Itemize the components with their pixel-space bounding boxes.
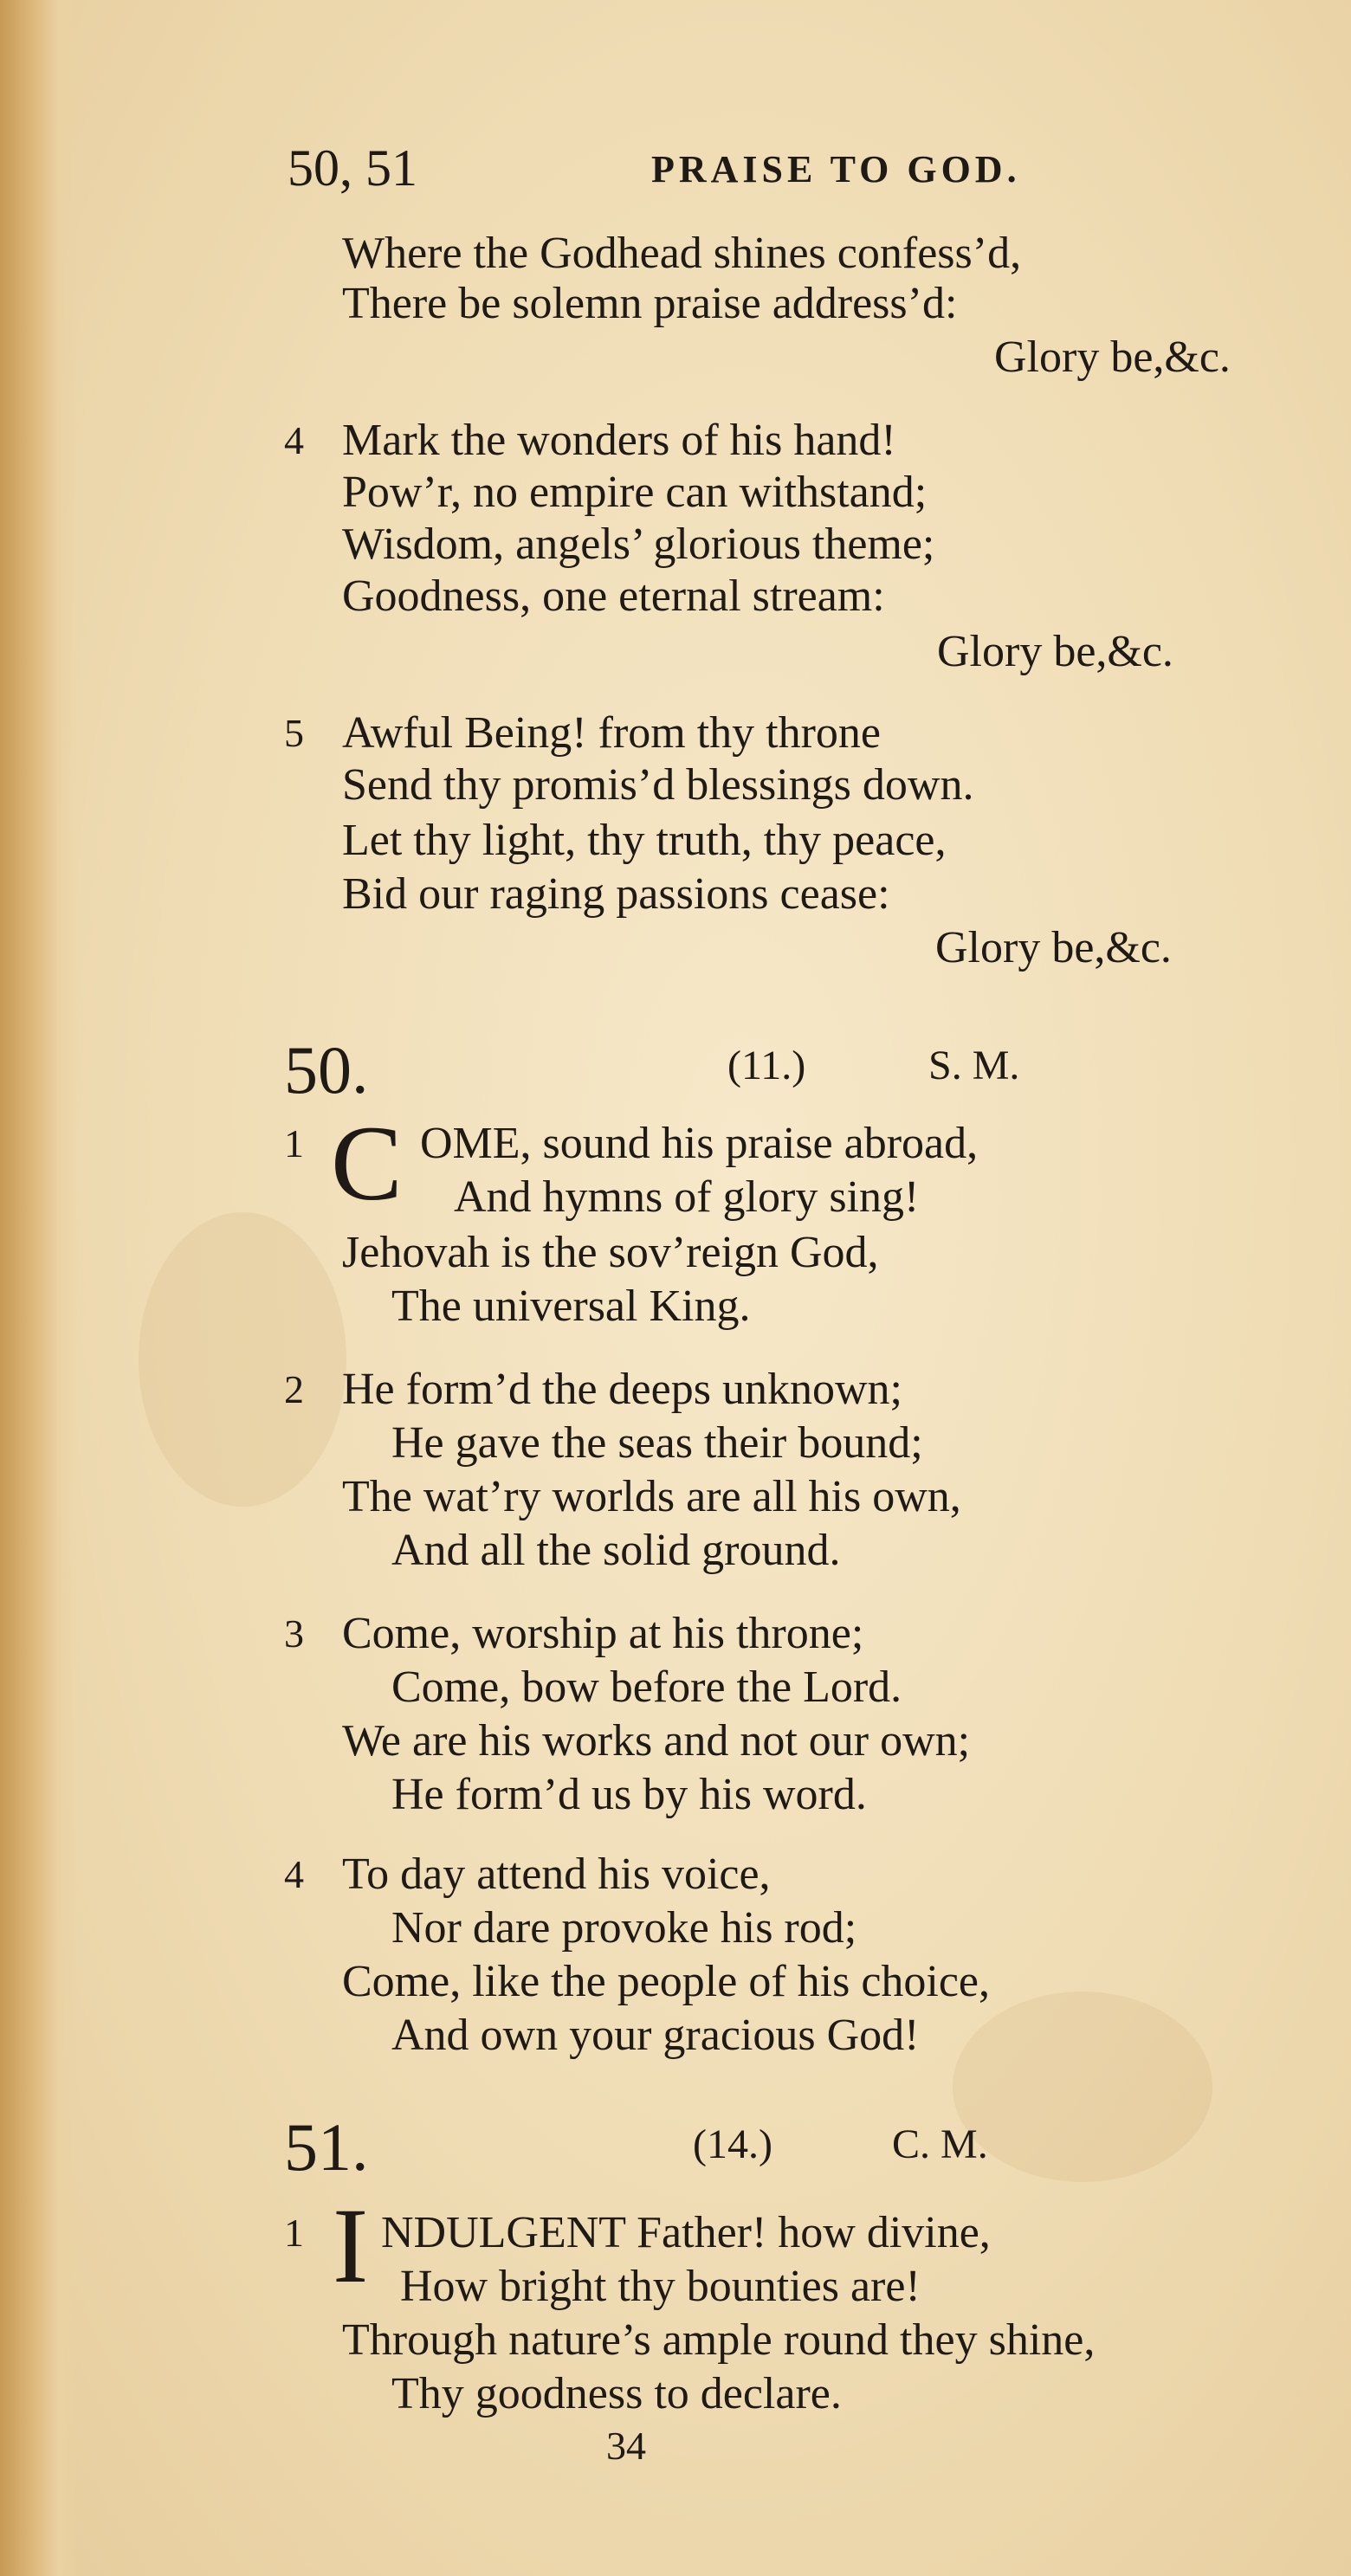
verse-line: Thy goodness to declare. (391, 2369, 842, 2418)
verse-line: Come, like the people of his choice, (342, 1957, 991, 2006)
verse-number: 4 (284, 418, 304, 462)
hymn-meter: S. M. (928, 1043, 1020, 1088)
verse-line: And own your gracious God! (391, 2011, 920, 2060)
verse-number: 4 (284, 1852, 304, 1896)
verse-number: 3 (284, 1611, 304, 1656)
verse-line: NDULGENT Father! how divine, (381, 2208, 991, 2257)
verse-line: Come, worship at his throne; (342, 1609, 864, 1658)
header-hymn-numbers: 50, 51 (288, 139, 417, 197)
verse-line: He gave the seas their bound; (391, 1418, 923, 1468)
stanza-chorus: Glory be,&c. (994, 332, 1231, 382)
hymn-number: 51. (284, 2109, 369, 2185)
stanza-chorus: Glory be,&c. (937, 627, 1173, 676)
verse-number: 1 (284, 1121, 304, 1165)
stanza-line: Pow’r, no empire can withstand; (342, 468, 928, 517)
stanza-line: Goodness, one eternal stream: (342, 571, 885, 621)
verse-number: 1 (284, 2211, 304, 2255)
stanza-line: Where the Godhead shines confess’d, (342, 229, 1022, 278)
hymn-number: 50. (284, 1032, 369, 1107)
drop-cap: C (331, 1104, 403, 1223)
verse-line: And hymns of glory sing! (454, 1172, 920, 1222)
verse-line: We are his works and not our own; (342, 1716, 971, 1766)
tune-number: (11.) (727, 1043, 806, 1088)
stanza-line: Mark the wonders of his hand! (342, 416, 896, 465)
verse-line: Through nature’s ample round they shine, (342, 2315, 1096, 2365)
stanza-line: Let thy light, thy truth, thy peace, (342, 816, 947, 865)
verse-line: How bright thy bounties are! (400, 2262, 921, 2311)
verse-line: Come, bow before the Lord. (391, 1662, 902, 1712)
stanza-line: There be solemn praise address’d: (342, 279, 958, 328)
verse-number: 2 (284, 1367, 304, 1411)
verse-line: He form’d the deeps unknown; (342, 1365, 902, 1414)
verse-line: The wat’ry worlds are all his own, (342, 1472, 961, 1521)
stanza-chorus: Glory be,&c. (935, 923, 1172, 972)
verse-line: He form’d us by his word. (391, 1770, 867, 1819)
drop-cap: I (333, 2186, 369, 2305)
page-header (288, 139, 1154, 199)
page-number: 34 (606, 2424, 646, 2468)
paper-stain (953, 1992, 1212, 2182)
verse-line: The universal King. (391, 1282, 751, 1331)
stanza-line: Send thy promis’d blessings down. (342, 760, 974, 810)
verse-number: 5 (284, 711, 304, 755)
verse-line: OME, sound his praise abroad, (420, 1119, 979, 1168)
paper-stain (139, 1212, 346, 1507)
header-title: PRAISE TO GOD. (651, 148, 1021, 190)
verse-line: Jehovah is the sov’reign God, (342, 1228, 879, 1277)
verse-line: Nor dare provoke his rod; (391, 1903, 857, 1953)
verse-line: To day attend his voice, (342, 1850, 771, 1899)
tune-number: (14.) (693, 2121, 772, 2167)
stanza-line: Wisdom, angels’ glorious theme; (342, 520, 935, 569)
verse-line: And all the solid ground. (391, 1526, 841, 1575)
hymn-meter: C. M. (892, 2121, 988, 2167)
page-spine-shadow (0, 0, 78, 2576)
stanza-line: Awful Being! from thy throne (342, 708, 881, 758)
stanza-line: Bid our raging passions cease: (342, 869, 890, 919)
